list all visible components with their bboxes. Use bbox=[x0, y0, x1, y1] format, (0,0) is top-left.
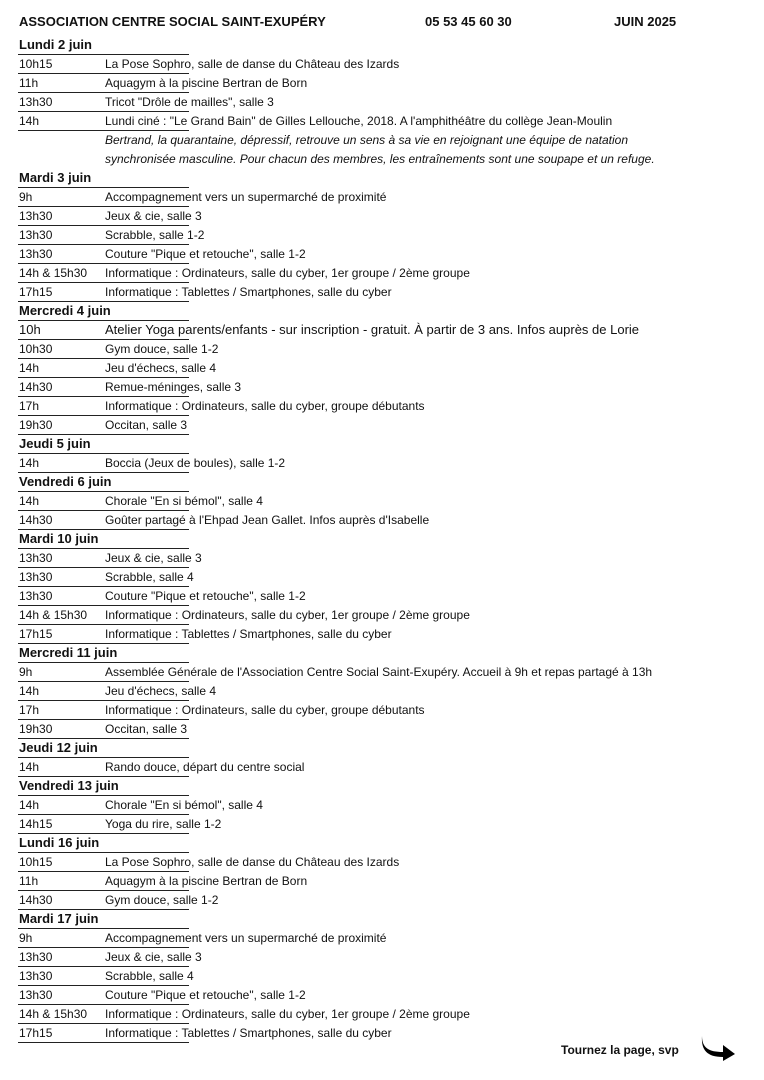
curved-arrow-right-icon bbox=[699, 1032, 737, 1062]
schedule-row bbox=[18, 1024, 754, 1043]
activity-description: La Pose Sophro, salle de danse du Château des Izards bbox=[105, 855, 400, 869]
activity-time: 17h bbox=[19, 703, 40, 717]
film-synopsis-line: Bertrand, la quarantaine, dépressif, retrouve un sens à sa vie en rejoignant une équipe de natation bbox=[105, 133, 629, 147]
schedule-row bbox=[18, 872, 754, 891]
film-synopsis-line: synchronisée masculine. Pour chacun des membres, les entraînements sont une soupape et un refuge. bbox=[105, 152, 655, 166]
activity-time: 9h bbox=[19, 665, 33, 679]
activity-description: Atelier Yoga parents/enfants - sur inscription - gratuit. À partir de 3 ans. Infos auprès de Lorie bbox=[105, 322, 640, 337]
activity-description: Scrabble, salle 4 bbox=[105, 969, 194, 983]
schedule-row bbox=[18, 796, 754, 815]
activity-time: 14h bbox=[19, 798, 40, 812]
activity-time: 17h bbox=[19, 399, 40, 413]
schedule-row bbox=[18, 948, 754, 967]
activity-description: Informatique : Ordinateurs, salle du cyber, 1er groupe / 2ème groupe bbox=[105, 608, 470, 622]
day-heading: Lundi 2 juin bbox=[18, 36, 754, 55]
activity-description: Yoga du rire, salle 1-2 bbox=[105, 817, 222, 831]
activity-description: Gym douce, salle 1-2 bbox=[105, 893, 219, 907]
activity-time: 14h bbox=[19, 456, 40, 470]
schedule-row bbox=[18, 929, 754, 948]
activity-time: 11h bbox=[19, 76, 39, 90]
activity-description: Lundi ciné : "Le Grand Bain" de Gilles Lellouche, 2018. A l'amphithéâtre du collège Jean-Moulin bbox=[105, 114, 613, 128]
schedule-row bbox=[18, 701, 754, 720]
activity-time: 10h15 bbox=[19, 57, 53, 71]
activity-time: 14h bbox=[19, 684, 40, 698]
activity-time: 14h bbox=[19, 361, 40, 375]
turn-page-note: Tournez la page, svp bbox=[561, 1043, 679, 1057]
schedule-row bbox=[18, 283, 754, 302]
activity-description: Informatique : Ordinateurs, salle du cyber, 1er groupe / 2ème groupe bbox=[105, 266, 470, 280]
activity-time: 13h30 bbox=[19, 589, 53, 603]
day-heading: Mercredi 4 juin bbox=[18, 302, 754, 321]
schedule-row bbox=[18, 416, 754, 435]
schedule-row bbox=[18, 492, 754, 511]
schedule-row bbox=[18, 606, 754, 625]
day-heading: Mardi 17 juin bbox=[18, 910, 754, 929]
activity-time: 17h15 bbox=[19, 627, 53, 641]
activity-time: 14h15 bbox=[19, 817, 53, 831]
day-heading: Vendredi 13 juin bbox=[18, 777, 754, 796]
activity-description: Gym douce, salle 1-2 bbox=[105, 342, 219, 356]
activity-time: 19h30 bbox=[19, 722, 53, 736]
activity-time: 13h30 bbox=[19, 247, 53, 261]
schedule-row bbox=[18, 378, 754, 397]
activity-time: 9h bbox=[19, 190, 33, 204]
schedule-row bbox=[18, 986, 754, 1005]
day-heading: Mercredi 11 juin bbox=[18, 644, 754, 663]
activity-time: 13h30 bbox=[19, 551, 53, 565]
activity-time: 17h15 bbox=[19, 1026, 53, 1040]
activity-description: Boccia (Jeux de boules), salle 1-2 bbox=[105, 456, 286, 470]
activity-description: Couture "Pique et retouche", salle 1-2 bbox=[105, 988, 306, 1002]
schedule-row bbox=[18, 625, 754, 644]
activity-description: Remue-méninges, salle 3 bbox=[105, 380, 242, 394]
schedule-row bbox=[18, 359, 754, 378]
activity-description: Informatique : Tablettes / Smartphones, salle du cyber bbox=[105, 285, 392, 299]
activity-time: 13h30 bbox=[19, 969, 53, 983]
schedule-row bbox=[18, 226, 754, 245]
schedule bbox=[18, 36, 754, 1043]
activity-time: 9h bbox=[19, 931, 33, 945]
schedule-row bbox=[18, 55, 754, 74]
schedule-row bbox=[18, 758, 754, 777]
activity-description: Jeux & cie, salle 3 bbox=[105, 551, 202, 565]
page-header bbox=[19, 14, 744, 36]
schedule-row bbox=[18, 549, 754, 568]
activity-time: 19h30 bbox=[19, 418, 53, 432]
activity-description: Chorale "En si bémol", salle 4 bbox=[105, 494, 263, 508]
activity-time: 14h bbox=[19, 494, 40, 508]
schedule-row bbox=[18, 397, 754, 416]
activity-description: Informatique : Tablettes / Smartphones, salle du cyber bbox=[105, 1026, 392, 1040]
day-heading: Mardi 10 juin bbox=[18, 530, 754, 549]
schedule-row bbox=[18, 815, 754, 834]
activity-description: Accompagnement vers un supermarché de proximité bbox=[105, 190, 387, 204]
activity-time: 13h30 bbox=[19, 228, 53, 242]
schedule-row bbox=[18, 112, 754, 131]
activity-description: Couture "Pique et retouche", salle 1-2 bbox=[105, 247, 306, 261]
activity-description: Scrabble, salle 4 bbox=[105, 570, 194, 584]
activity-description: Jeu d'échecs, salle 4 bbox=[105, 361, 217, 375]
activity-description: Accompagnement vers un supermarché de proximité bbox=[105, 931, 387, 945]
activity-description: Informatique : Ordinateurs, salle du cyber, 1er groupe / 2ème groupe bbox=[105, 1007, 470, 1021]
day-heading: Mardi 3 juin bbox=[18, 169, 754, 188]
activity-description: Tricot "Drôle de mailles", salle 3 bbox=[105, 95, 274, 109]
activity-time: 14h & 15h30 bbox=[19, 1007, 88, 1021]
activity-time: 14h & 15h30 bbox=[19, 608, 88, 622]
schedule-row bbox=[18, 1005, 754, 1024]
schedule-row bbox=[18, 74, 754, 93]
activity-time: 10h30 bbox=[19, 342, 53, 356]
day-heading: Jeudi 12 juin bbox=[18, 739, 754, 758]
organization-name: ASSOCIATION CENTRE SOCIAL SAINT-EXUPÉRY bbox=[19, 14, 326, 29]
activity-description: Goûter partagé à l'Ehpad Jean Gallet. Infos auprès d'Isabelle bbox=[105, 513, 430, 527]
activity-time: 13h30 bbox=[19, 988, 53, 1002]
phone-number: 05 53 45 60 30 bbox=[425, 14, 512, 29]
schedule-row bbox=[18, 188, 754, 207]
schedule-row bbox=[18, 568, 754, 587]
schedule-row bbox=[18, 454, 754, 473]
activity-time: 13h30 bbox=[19, 209, 53, 223]
schedule-row bbox=[18, 720, 754, 739]
activity-time: 14h30 bbox=[19, 893, 53, 907]
activity-time: 13h30 bbox=[19, 95, 53, 109]
activity-time: 11h bbox=[19, 874, 39, 888]
activity-description: Occitan, salle 3 bbox=[105, 722, 188, 736]
schedule-row bbox=[18, 511, 754, 530]
schedule-row bbox=[18, 245, 754, 264]
activity-description: Rando douce, départ du centre social bbox=[105, 760, 305, 774]
activity-description: Jeux & cie, salle 3 bbox=[105, 950, 202, 964]
day-heading: Jeudi 5 juin bbox=[18, 435, 754, 454]
activity-description: Aquagym à la piscine Bertran de Born bbox=[105, 76, 308, 90]
schedule-row bbox=[18, 853, 754, 872]
activity-description: Informatique : Ordinateurs, salle du cyber, groupe débutants bbox=[105, 703, 425, 717]
schedule-row bbox=[18, 321, 754, 340]
activity-time: 10h15 bbox=[19, 855, 53, 869]
activity-time: 14h30 bbox=[19, 380, 53, 394]
schedule-row bbox=[18, 891, 754, 910]
day-heading: Vendredi 6 juin bbox=[18, 473, 754, 492]
month-title: JUIN 2025 bbox=[614, 14, 677, 29]
activity-description: Assemblée Générale de l'Association Centre Social Saint-Exupéry. Accueil à 9h et repas partagé à 13h bbox=[105, 665, 653, 679]
activity-description: Jeux & cie, salle 3 bbox=[105, 209, 202, 223]
activity-description: Informatique : Ordinateurs, salle du cyber, groupe débutants bbox=[105, 399, 425, 413]
schedule-row bbox=[18, 587, 754, 606]
schedule-row bbox=[18, 207, 754, 226]
activity-time: 14h bbox=[19, 760, 40, 774]
activity-time: 17h15 bbox=[19, 285, 53, 299]
activity-time: 14h & 15h30 bbox=[19, 266, 88, 280]
activity-time: 10h bbox=[19, 322, 41, 337]
activity-description: Informatique : Tablettes / Smartphones, salle du cyber bbox=[105, 627, 392, 641]
schedule-row bbox=[18, 264, 754, 283]
schedule-row bbox=[18, 93, 754, 112]
activity-description: La Pose Sophro, salle de danse du Château des Izards bbox=[105, 57, 400, 71]
activity-time: 13h30 bbox=[19, 570, 53, 584]
activity-time: 14h bbox=[19, 114, 40, 128]
schedule-row bbox=[18, 340, 754, 359]
activity-description: Jeu d'échecs, salle 4 bbox=[105, 684, 217, 698]
schedule-row bbox=[18, 682, 754, 701]
activity-time: 14h30 bbox=[19, 513, 53, 527]
schedule-row bbox=[18, 663, 754, 682]
activity-description: Chorale "En si bémol", salle 4 bbox=[105, 798, 263, 812]
day-heading: Lundi 16 juin bbox=[18, 834, 754, 853]
activity-description: Scrabble, salle 1-2 bbox=[105, 228, 205, 242]
activity-description: Occitan, salle 3 bbox=[105, 418, 188, 432]
schedule-row bbox=[18, 967, 754, 986]
activity-description: Couture "Pique et retouche", salle 1-2 bbox=[105, 589, 306, 603]
activity-description: Aquagym à la piscine Bertran de Born bbox=[105, 874, 308, 888]
activity-time: 13h30 bbox=[19, 950, 53, 964]
